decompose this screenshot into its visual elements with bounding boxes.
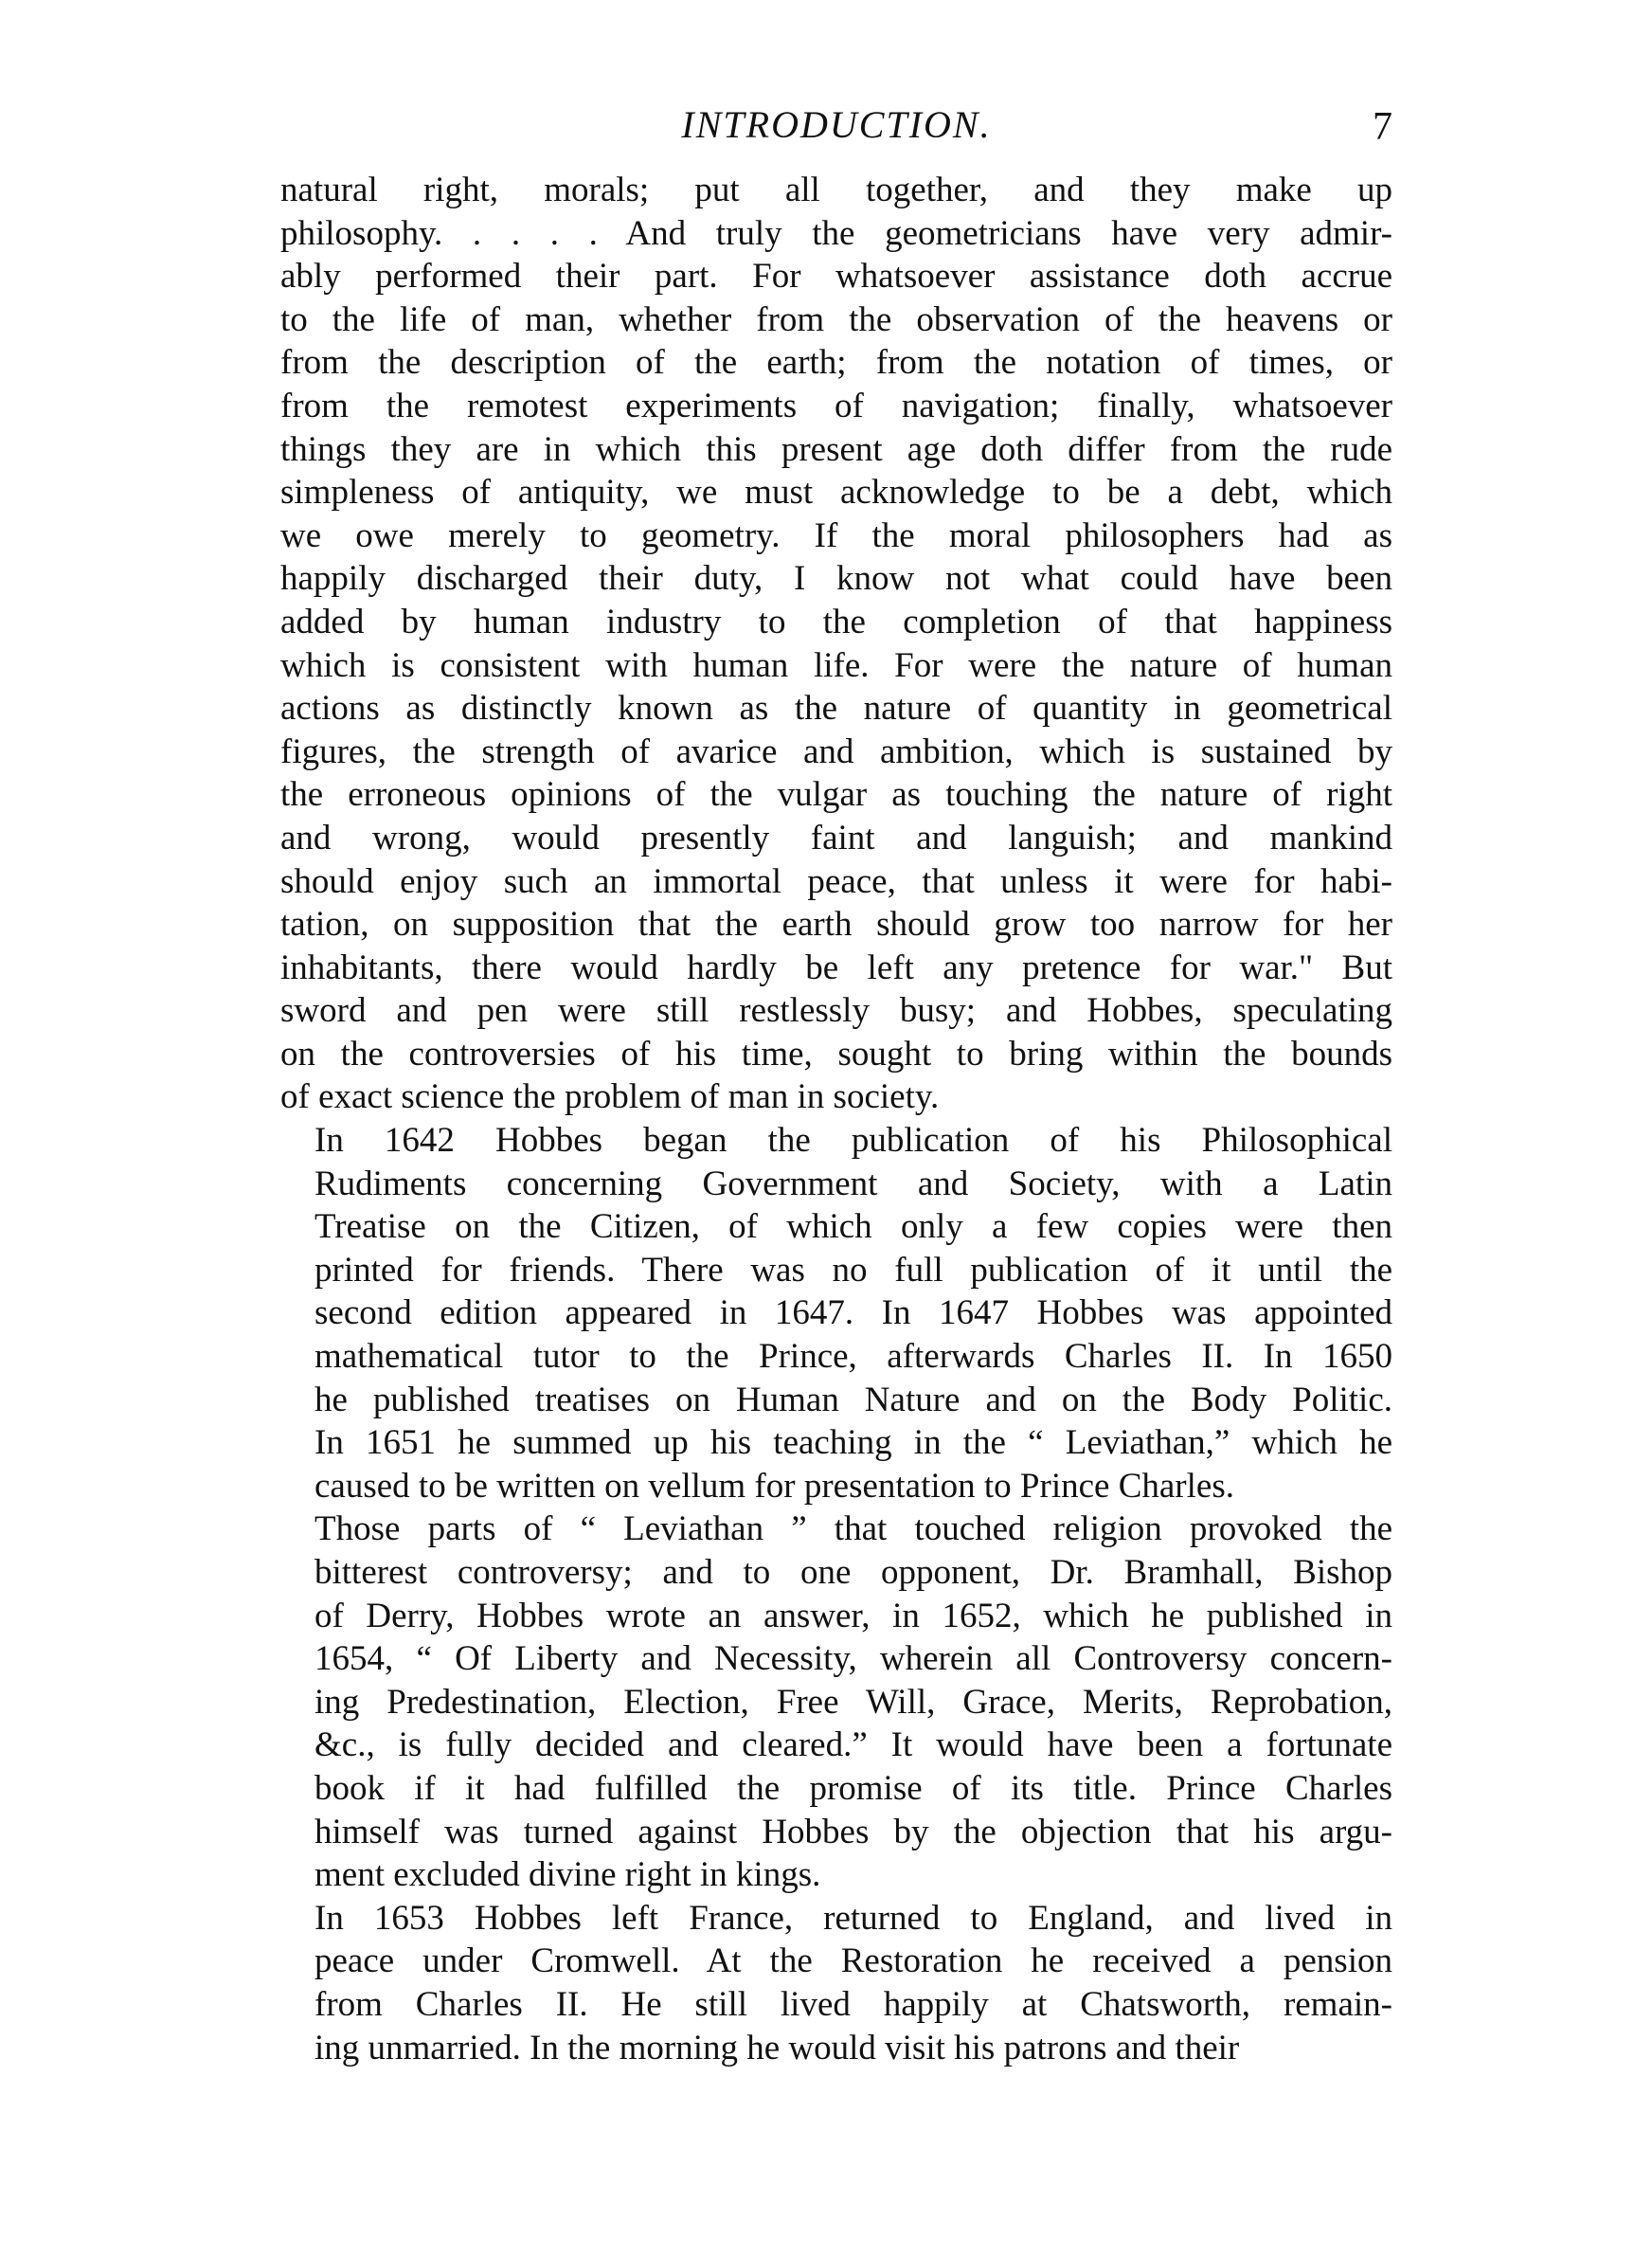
paragraph-3: [280, 1508, 1392, 1896]
text-line: should enjoy such an immortal peace, that unless it were for habi-: [280, 861, 1392, 901]
text-line: &c., is fully decided and cleared.” It would have been a fortunate: [314, 1725, 1392, 1765]
text-line: we owe merely to geometry. If the moral philosophers had as: [280, 515, 1392, 555]
text-line: which is consistent with human life. For were the nature of human: [280, 645, 1392, 685]
text-line: caused to be written on vellum for presentation to Prince Charles.: [314, 1466, 1234, 1506]
text-line: of Derry, Hobbes wrote an answer, in 1652, which he published in: [314, 1596, 1392, 1635]
text-line: and wrong, would presently faint and languish; and mankind: [280, 818, 1392, 858]
text-line: Rudiments concerning Government and Society, with a Latin: [314, 1164, 1392, 1203]
paragraph-2: [280, 1119, 1392, 1508]
text-line: tation, on supposition that the earth should grow too narrow for her: [280, 905, 1392, 945]
text-line: on the controversies of his time, sought to bring within the bounds: [280, 1034, 1392, 1074]
text-line: inhabitants, there would hardly be left any pretence for war." But: [280, 948, 1392, 987]
text-line: bitterest controversy; and to one opponent, Dr. Bramhall, Bishop: [314, 1553, 1392, 1592]
text-line: In 1642 Hobbes began the publication of his Philosophical: [314, 1121, 1392, 1161]
text-line: 1654, “ Of Liberty and Necessity, wherein all Controversy concern-: [314, 1639, 1392, 1679]
text-line: from Charles II. He still lived happily at Chatsworth, remain-: [314, 1984, 1392, 2024]
text-line: ing Predestination, Election, Free Will, Grace, Merits, Reprobation,: [314, 1682, 1392, 1722]
text-line: philosophy. . . . . And truly the geometricians have very admir-: [280, 213, 1392, 253]
text-line: In 1651 he summed up his teaching in the “ Leviathan,” which he: [314, 1423, 1392, 1463]
text-line: sword and pen were still restlessly busy; and Hobbes, speculating: [280, 991, 1392, 1031]
text-line: Treatise on the Citizen, of which only a few copies were then: [314, 1207, 1392, 1247]
text-line: of exact science the problem of man in society.: [280, 1077, 940, 1117]
body-text: [280, 169, 1392, 2069]
text-line: peace under Cromwell. At the Restoration he received a pension: [314, 1941, 1392, 1981]
text-line: simpleness of antiquity, we must acknowledge to be a debt, which: [280, 473, 1392, 513]
text-line: added by human industry to the completion of that happiness: [280, 602, 1392, 641]
text-line: Those parts of “ Leviathan ” that touched religion provoked the: [314, 1509, 1392, 1549]
text-line: figures, the strength of avarice and ambition, which is sustained by: [280, 731, 1392, 771]
text-line: printed for friends. There was no full publication of it until the: [314, 1250, 1392, 1290]
running-head: [280, 97, 1392, 153]
text-line: mathematical tutor to the Prince, afterwards Charles II. In 1650: [314, 1337, 1392, 1377]
paragraph-4: [280, 1897, 1392, 2069]
text-line: the erroneous opinions of the vulgar as touching the nature of right: [280, 775, 1392, 815]
text-line: happily discharged their duty, I know not what could have been: [280, 559, 1392, 599]
text-line: In 1653 Hobbes left France, returned to England, and lived in: [314, 1898, 1392, 1938]
text-line: ment excluded divine right in kings.: [314, 1855, 821, 1895]
text-line: book if it had fulfilled the promise of its title. Prince Charles: [314, 1768, 1392, 1808]
paragraph-1: [280, 169, 1392, 1119]
text-line: actions as distinctly known as the nature of quantity in geometrical: [280, 689, 1392, 729]
header-title: INTRODUCTION.: [681, 103, 992, 146]
text-line: ing unmarried. In the morning he would visit his patrons and their: [314, 2028, 1240, 2067]
text-line: himself was turned against Hobbes by the objection that his argu-: [314, 1812, 1392, 1851]
page-number: 7: [1373, 105, 1392, 149]
text-line: to the life of man, whether from the observation of the heavens or: [280, 299, 1392, 339]
text-line: second edition appeared in 1647. In 1647 Hobbes was appointed: [314, 1293, 1392, 1333]
text-line: things they are in which this present age doth differ from the rude: [280, 429, 1392, 469]
text-line: from the remotest experiments of navigation; finally, whatsoever: [280, 386, 1392, 425]
text-line: ably performed their part. For whatsoever assistance doth accrue: [280, 257, 1392, 297]
text-line: from the description of the earth; from the notation of times, or: [280, 343, 1392, 383]
text-line: natural right, morals; put all together, and they make up: [280, 171, 1392, 209]
text-line: he published treatises on Human Nature and on the Body Politic.: [314, 1380, 1392, 1419]
